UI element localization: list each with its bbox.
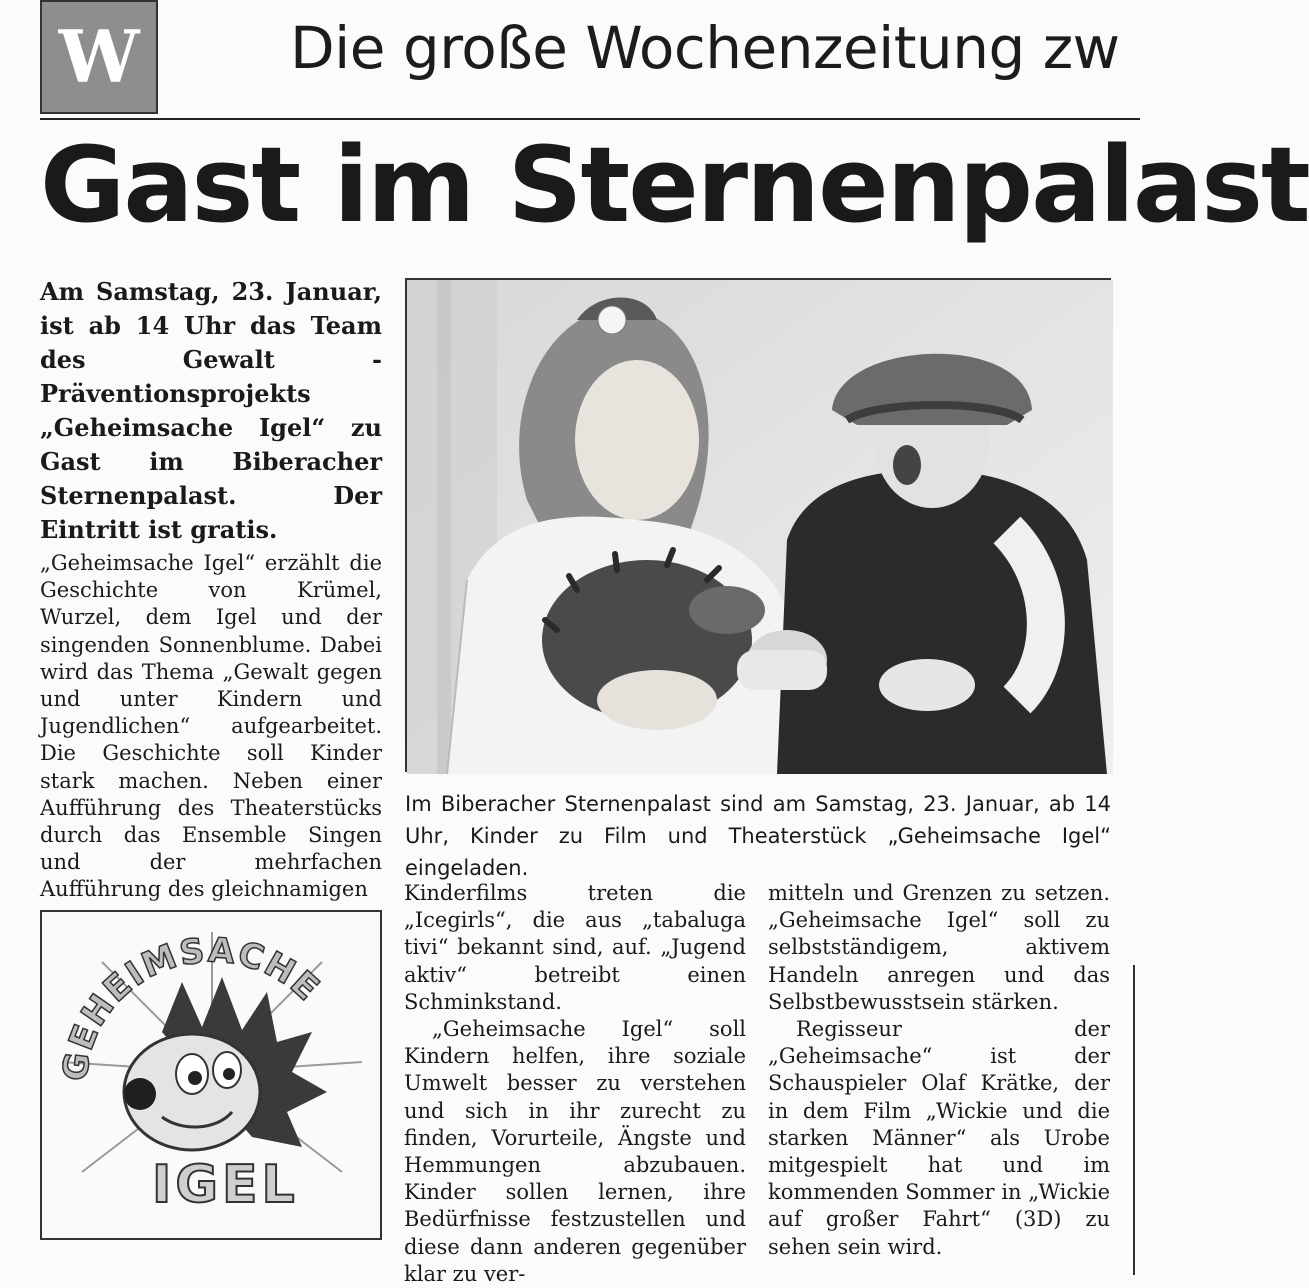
body-paragraph: mitteln und Grenzen zu setzen. „Geheimsache Igel“ soll zu selbstständigem, aktivem Handeln anregen und das Selbstbewusstsein stärken. [768,881,1110,1014]
body-column-3 [768,880,1110,1261]
masthead-tagline: Die große Wochenzeitung zw [290,14,1120,82]
newspaper-logo [40,0,158,114]
article-photo [405,278,1111,772]
body-paragraph: Regisseur der „Geheimsache“ ist der Schauspieler Olaf Krätke, der in dem Film „Wickie und die starken Männer“ als Urobe mitgespielt hat und im kommenden Sommer in „Wickie auf großer Fahrt“ (3D) zu sehen sein wird. [768,1017,1110,1259]
hedgehog-logo-graphic [42,912,380,1238]
body-paragraph: Kinderfilms treten die „Icegirls“, die aus „tabaluga tivi“ bekannt sind, auf. „Jugend aktiv“ betreibt einen Schminkstand. [404,881,746,1014]
masthead [40,0,1140,120]
logo-word-igel: IGEL [152,1155,299,1215]
logo-letter: W [58,14,140,99]
column-rule [1133,965,1135,1275]
body-paragraph: „Geheimsache Igel“ soll Kindern helfen, ihre soziale Umwelt besser zu verstehen und sich in ihr zurecht zu finden, Vorurteile, Ängste und Hemmungen abzubauen. Kinder sollen lernen, ihre Bedürfnisse festzustellen und diese dann anderen gegenüber klar zu ver- [404,1017,746,1286]
body-column-2 [404,880,746,1288]
logo-word-geheimsache: GEHEIMSACHE [55,930,328,1084]
body-paragraph: „Geheimsache Igel“ erzählt die Geschichte von Krümel, Wurzel, dem Igel und der singenden Sonnenblume. Dabei wird das Thema „Gewalt gegen und unter Kindern und Jugendlichen“ aufgearbeitet. Die Geschichte soll Kinder stark machen. Neben einer Aufführung des Theaterstücks durch das Ensemble Singen und der mehrfachen Aufführung des gleichnamigen [40,551,382,902]
geheimsache-igel-logo-panel [40,910,382,1240]
article-headline: Gast im Sternenpalast [40,124,1309,246]
photo-caption: Im Biberacher Sternenpalast sind am Samstag, 23. Januar, ab 14 Uhr, Kinder zu Film und Theaterstück „Geheimsache Igel“ eingeladen. [405,792,1111,880]
body-column-1 [40,550,382,904]
article-lead: Am Samstag, 23. Januar, ist ab 14 Uhr das Team des Gewalt - Präventionsprojekts „Geheimsache Igel“ zu Gast im Biberacher Sternenpalast. Der Eintritt ist gratis. [40,277,382,544]
photo-illustration [407,280,1113,774]
